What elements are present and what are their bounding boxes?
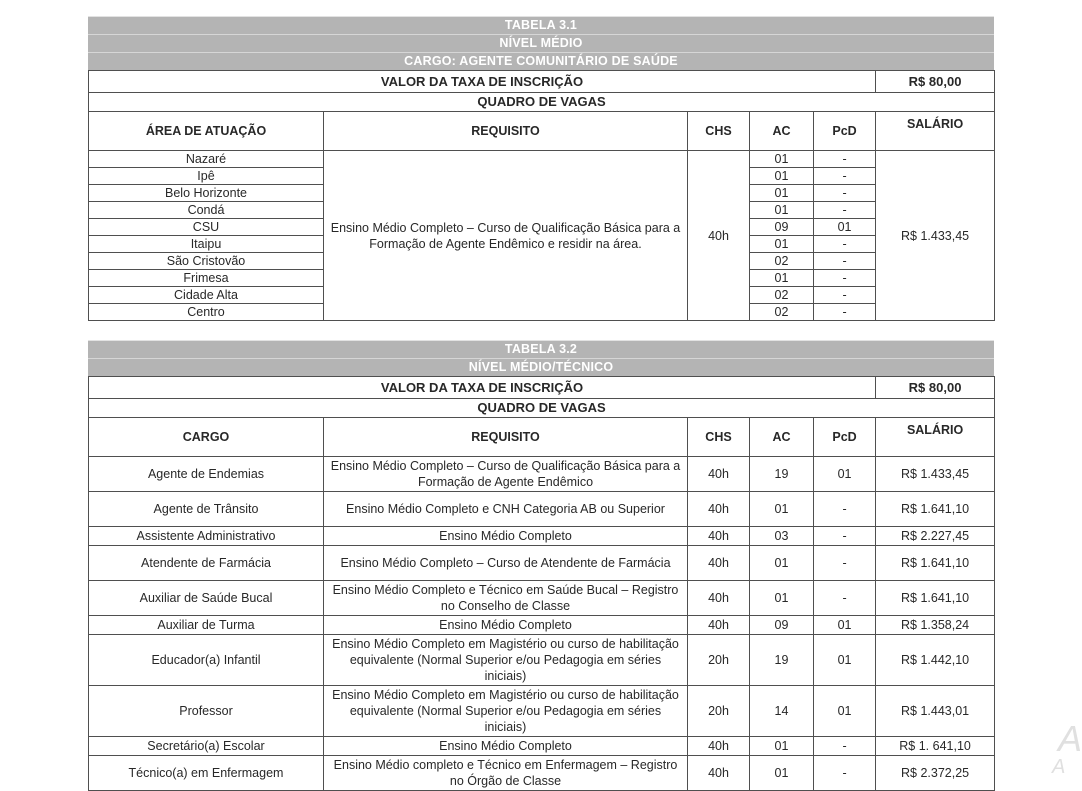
tabela-3-2-title-band [88,340,994,376]
salario-cell: R$ 2.372,25 [876,756,995,791]
pcd-cell: - [814,492,876,527]
col-header-pcd: PcD [814,112,876,151]
pcd-cell: - [814,737,876,756]
requisito-cell: Ensino Médio Completo em Magistério ou curso de habilitação equivalente (Normal Superior e/ou Pedagogia em séries iniciais) [324,635,688,686]
pcd-cell: - [814,756,876,791]
pcd-cell: - [814,270,876,287]
cargo-cell: Educador(a) Infantil [89,635,324,686]
requisito-cell: Ensino Médio Completo e Técnico em Saúde Bucal – Registro no Conselho de Classe [324,581,688,616]
col-header-salario: SALÁRIO [876,112,995,151]
table-row [89,151,995,168]
cargo-cell: Técnico(a) em Enfermagem [89,756,324,791]
chs-cell: 40h [688,616,750,635]
chs-cell: 40h [688,151,750,321]
requisito-cell: Ensino Médio completo e Técnico em Enfermagem – Registro no Órgão de Classe [324,756,688,791]
area-cell: Nazaré [89,151,324,168]
col-header-ac: AC [750,418,814,457]
col-header-requisito: REQUISITO [324,418,688,457]
table-title: TABELA 3.2 [504,342,578,356]
area-cell: Frimesa [89,270,324,287]
cargo-cell: Agente de Trânsito [89,492,324,527]
fee-row [89,71,995,93]
pcd-cell: 01 [814,219,876,236]
section-label: QUADRO DE VAGAS [89,399,995,418]
pcd-cell: - [814,185,876,202]
requisito-cell: Ensino Médio Completo em Magistério ou curso de habilitação equivalente (Normal Superior e/ou Pedagogia em séries iniciais) [324,686,688,737]
area-cell: Itaipu [89,236,324,253]
cargo-cell: Agente de Endemias [89,457,324,492]
ac-cell: 01 [750,185,814,202]
table-row [89,457,995,492]
table-row [89,686,995,737]
salario-cell: R$ 1.442,10 [876,635,995,686]
pcd-cell: - [814,253,876,270]
pcd-cell: - [814,168,876,185]
table-subtitle: NÍVEL MÉDIO/TÉCNICO [88,358,994,376]
pcd-cell: - [814,236,876,253]
salario-cell: R$ 1.433,45 [876,151,995,321]
ac-cell: 09 [750,219,814,236]
pcd-cell: 01 [814,635,876,686]
table-row [89,492,995,527]
table-row [89,581,995,616]
fee-row [89,377,995,399]
ac-cell: 09 [750,616,814,635]
requisito-cell: Ensino Médio Completo – Curso de Qualificação Básica para a Formação de Agente Endêmico e residir na área. [324,151,688,321]
cargo-cell: Auxiliar de Saúde Bucal [89,581,324,616]
chs-cell: 20h [688,635,750,686]
table-row [89,756,995,791]
cargo-cell: Professor [89,686,324,737]
ac-cell: 01 [750,236,814,253]
ac-cell: 01 [750,151,814,168]
col-header-pcd: PcD [814,418,876,457]
cargo-cell: Secretário(a) Escolar [89,737,324,756]
fee-label: VALOR DA TAXA DE INSCRIÇÃO [89,71,876,93]
chs-cell: 40h [688,527,750,546]
requisito-cell: Ensino Médio Completo [324,616,688,635]
ac-cell: 03 [750,527,814,546]
col-header-ac: AC [750,112,814,151]
table-row [89,527,995,546]
chs-cell: 40h [688,457,750,492]
table-subtitle: NÍVEL MÉDIO [88,34,994,52]
pcd-cell: - [814,287,876,304]
table-row [89,737,995,756]
area-cell: Ipê [89,168,324,185]
tabela-3-1-title-band [88,16,994,70]
chs-cell: 40h [688,756,750,791]
salario-cell: R$ 2.227,45 [876,527,995,546]
fee-label: VALOR DA TAXA DE INSCRIÇÃO [89,377,876,399]
salario-cell: R$ 1. 641,10 [876,737,995,756]
fee-value: R$ 80,00 [876,377,995,399]
cargo-cell: Auxiliar de Turma [89,616,324,635]
col-header-cargo: CARGO [89,418,324,457]
tabela-3-1 [88,16,994,321]
pcd-cell: - [814,527,876,546]
salario-cell: R$ 1.358,24 [876,616,995,635]
chs-cell: 40h [688,581,750,616]
col-header-salario: SALÁRIO [876,418,995,457]
col-header-area: ÁREA DE ATUAÇÃO [89,112,324,151]
table-row [89,546,995,581]
requisito-cell: Ensino Médio Completo [324,527,688,546]
area-cell: Centro [89,304,324,321]
pcd-cell: - [814,581,876,616]
salario-cell: R$ 1.641,10 [876,492,995,527]
pcd-cell: - [814,304,876,321]
quadro-de-vagas-table-2 [88,376,995,791]
section-row [89,399,995,418]
requisito-cell: Ensino Médio Completo [324,737,688,756]
salario-cell: R$ 1.641,10 [876,581,995,616]
chs-cell: 40h [688,546,750,581]
cargo-cell: Atendente de Farmácia [89,546,324,581]
salario-cell: R$ 1.433,45 [876,457,995,492]
area-cell: São Cristovão [89,253,324,270]
section-label: QUADRO DE VAGAS [89,93,995,112]
pcd-cell: - [814,202,876,219]
table-cargo-header: CARGO: AGENTE COMUNITÁRIO DE SAÚDE [88,52,994,70]
area-cell: Cidade Alta [89,287,324,304]
ac-cell: 14 [750,686,814,737]
pcd-cell: 01 [814,457,876,492]
table-row [89,635,995,686]
ac-cell: 02 [750,287,814,304]
requisito-cell: Ensino Médio Completo – Curso de Atendente de Farmácia [324,546,688,581]
col-header-requisito: REQUISITO [324,112,688,151]
ac-cell: 19 [750,457,814,492]
scan-artifact-glyph: A [1052,756,1066,778]
requisito-cell: Ensino Médio Completo e CNH Categoria AB ou Superior [324,492,688,527]
area-cell: CSU [89,219,324,236]
column-header-row [89,112,995,151]
ac-cell: 01 [750,270,814,287]
salario-cell: R$ 1.641,10 [876,546,995,581]
cargo-cell: Assistente Administrativo [89,527,324,546]
ac-cell: 01 [750,737,814,756]
column-header-row [89,418,995,457]
chs-cell: 40h [688,737,750,756]
chs-cell: 20h [688,686,750,737]
ac-cell: 01 [750,756,814,791]
col-header-chs: CHS [688,112,750,151]
section-row [89,93,995,112]
ac-cell: 02 [750,253,814,270]
tabela-3-2 [88,340,994,791]
chs-cell: 40h [688,492,750,527]
fee-value: R$ 80,00 [876,71,995,93]
requisito-cell: Ensino Médio Completo – Curso de Qualificação Básica para a Formação de Agente Endêmico [324,457,688,492]
ac-cell: 01 [750,492,814,527]
pcd-cell: 01 [814,686,876,737]
area-cell: Belo Horizonte [89,185,324,202]
table-title: TABELA 3.1 [504,18,578,32]
ac-cell: 01 [750,202,814,219]
ac-cell: 02 [750,304,814,321]
salario-cell: R$ 1.443,01 [876,686,995,737]
ac-cell: 01 [750,168,814,185]
ac-cell: 01 [750,546,814,581]
table-row [89,616,995,635]
pcd-cell: 01 [814,616,876,635]
ac-cell: 01 [750,581,814,616]
ac-cell: 19 [750,635,814,686]
pcd-cell: - [814,546,876,581]
col-header-chs: CHS [688,418,750,457]
pcd-cell: - [814,151,876,168]
area-cell: Condá [89,202,324,219]
scan-artifact-glyph: A [1058,718,1082,759]
quadro-de-vagas-table-1 [88,70,995,321]
